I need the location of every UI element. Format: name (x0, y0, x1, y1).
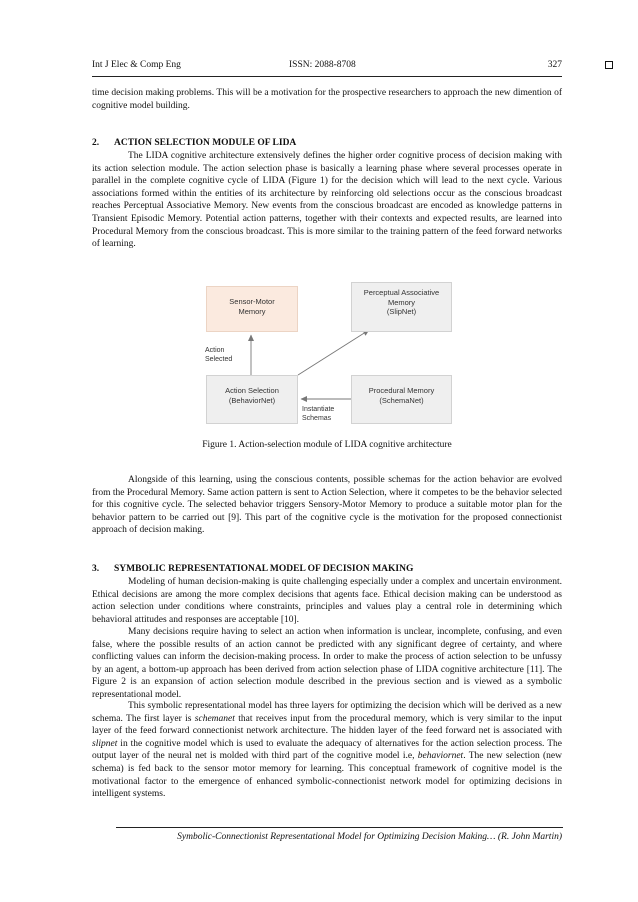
section-3-heading (92, 564, 413, 574)
section-3-number: 3. (92, 564, 100, 574)
p3-emph-slipnet: slipnet (92, 738, 118, 749)
header-rule (92, 76, 562, 77)
procedural-line-2: (SchemaNet) (379, 395, 424, 405)
p3-text-2: that receives input from the procedural memory, which is very similar to the input layer of the feed forward connectionist network architecture. The hidden layer of the feed forward net is associated with (92, 713, 562, 737)
p3-text-3: in the cognitive model which is used to evaluate the adequacy of alternatives for the action selection process. The output layer of the neural net is molded with third part of the cognitive model i.e, (92, 738, 562, 762)
section-3-title: SYMBOLIC REPRESENTATIONAL MODEL OF DECISION MAKING (114, 564, 414, 574)
perceptual-line-1: Perceptual Associative (363, 288, 440, 297)
section-2-paragraph-1: The LIDA cognitive architecture extensively defines the higher order cognitive process of decision making with its action selection module. The action selection phase is basically a learning phase where several processes operate in parallel in the complete cognitive cycle of LIDA (Figure 1) for the decision which will lead to the next cycle. Various associations formed within the entities of its architecture by reinforcing old selections occur as the conscious broadcast reaches Perceptual Associative Memory. New events from the conscious broadcast are encoded as knowledge patterns in Transient Episodic Memory. Potential action patterns, together with their contexts and expected results, are learned into Procedural Memory from the conscious broadcast. This is more similar to the training pattern of the feed forward networks of learning. (92, 151, 562, 250)
figure-1-caption: Figure 1. Action-selection module of LIDA cognitive architecture (202, 440, 452, 450)
p3-emph-behaviornet: behaviornet (417, 751, 464, 762)
footer-rule (116, 827, 563, 828)
p3-text-4: . The new selection (new schema) is fed back to the sensor motor memory for learning. This conceptual framework of cognitive model is the motivational factor to the emergence of enhanced symbolic-connectionist network model for optimizing decisions in intelligent systems. (92, 751, 562, 800)
section-2-heading (92, 138, 296, 148)
perceptual-line-2: Memory (387, 297, 416, 307)
page-footer: Symbolic-Connectionist Representational Model for Optimizing Decision Making… (R. John Martin) (177, 832, 562, 842)
figure-1-diagram (200, 278, 458, 428)
section-3-paragraph-2: Many decisions require having to select an action when information is unclear, incomplete, confusing, and even false, where the possible results of an action cannot be predicted with any significant degree of certainty, and where conflicting values can inform the decision-making process. In order to make the process of action selection to be unfussy by an agent, a bottom-up approach has been derived from action selection phase of LIDA cognitive architecture [11]. The Figure 2 is an expansion of action selection module described in the previous section and is viewed as a symbolic representational model. (92, 627, 562, 700)
sensor-motor-line-2: Memory (238, 306, 266, 316)
instantiate-line-1: Instantiate (302, 406, 335, 413)
section-2-paragraph-2: Alongside of this learning, using the conscious contents, possible schemas for the action behavior are evolved from the Procedural Memory. Same action pattern is sent to Action Selection, where it competes to be the behavior selected for this cognitive cycle. The selected behavior triggers Sensory-Motor Memory to produce a suitable motor plan for the behavior pattern to be carried out [9]. This part of the cognitive cycle is the motivation for the proposed connectionist approach of decision making. (92, 475, 562, 536)
page-header (92, 60, 562, 76)
action-selection-line-2: (BehaviorNet) (228, 395, 276, 405)
checkbox-icon (605, 61, 613, 69)
intro-paragraph: time decision making problems. This will be a motivation for the prospective researchers to approach the new dimention of cognitive model building. (92, 88, 562, 111)
action-selected-line-2: Selected (205, 356, 233, 363)
instantiate-line-2: Schemas (302, 415, 332, 422)
section-3-paragraph-3 (92, 700, 562, 801)
instantiate-schemas-label (302, 405, 334, 423)
section-3-paragraph-1: Modeling of human decision-making is quite challenging especially under a complex and uncertain environment. Ethical decisions are among the more complex decisions that agents face. Ethical decision making can be understood as action selection under conditions where constraints, principles and values play a central role in determining which behavioral attitudes and responses are acceptable [10]. (92, 577, 562, 625)
issn: ISSN: 2088-8708 (289, 60, 356, 70)
p3-emph-schemanet: schemanet (194, 713, 235, 724)
procedural-line-1: Procedural Memory (368, 386, 435, 395)
section-2-title: ACTION SELECTION MODULE OF LIDA (114, 138, 297, 148)
section-2-number: 2. (92, 138, 100, 148)
journal-name: Int J Elec & Comp Eng (92, 60, 181, 70)
action-selected-label (205, 346, 232, 364)
page-number: 327 (547, 60, 562, 70)
action-selection-line-1: Action Selection (225, 386, 279, 395)
perceptual-line-3: (SlipNet) (386, 307, 417, 316)
procedural-memory-box (351, 375, 452, 424)
sensor-motor-line-1: Sensor-Motor (229, 297, 275, 306)
arrow-action-to-perceptual (298, 330, 369, 375)
p3-text-1: This symbolic representational model has three layers for optimizing the decision which will be derived as a new schema. The first layer is (92, 701, 562, 724)
sensor-motor-memory-box (206, 286, 298, 332)
action-selection-box (206, 375, 298, 424)
perceptual-associative-memory-box (351, 282, 452, 332)
action-selected-line-1: Action (205, 347, 225, 354)
